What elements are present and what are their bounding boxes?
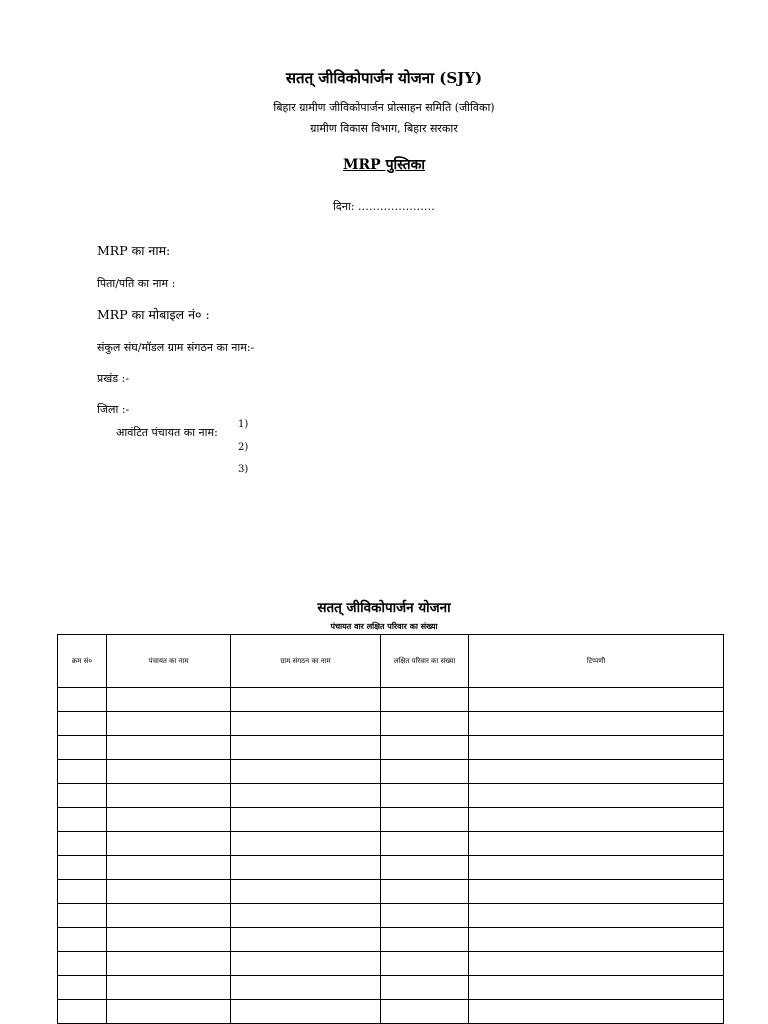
table-cell (231, 928, 381, 952)
table-row (58, 760, 724, 784)
table-row (58, 904, 724, 928)
table-cell (469, 688, 724, 712)
table-cell (381, 712, 469, 736)
table-cell (107, 952, 231, 976)
table-cell (58, 928, 107, 952)
table-cell (231, 808, 381, 832)
table-cell (231, 856, 381, 880)
panchayat-table (57, 634, 724, 1024)
district-label: जिला :- (97, 403, 130, 416)
mrp-mobile-label: MRP का मोबाइल नं० : (97, 307, 210, 322)
table-cell (381, 856, 469, 880)
table-row (58, 928, 724, 952)
table-cell (231, 712, 381, 736)
date-field: दिना: ………………… (333, 200, 435, 213)
table-cell (58, 976, 107, 1000)
father-husband-name-label: पिता/पति का नाम : (97, 277, 176, 290)
table-cell (381, 688, 469, 712)
table-cell (381, 904, 469, 928)
table-cell (381, 952, 469, 976)
table-cell (107, 736, 231, 760)
panchayat-number-1: 1) (238, 419, 249, 430)
table-body (58, 688, 724, 1024)
table-cell (231, 976, 381, 1000)
table-cell (58, 1000, 107, 1024)
table-cell (58, 712, 107, 736)
table-cell (231, 784, 381, 808)
table-cell (58, 832, 107, 856)
table-cell (381, 1000, 469, 1024)
table-cell (231, 760, 381, 784)
table-row (58, 736, 724, 760)
booklet-title: MRP पुस्तिका (343, 157, 425, 173)
block-label: प्रखंड :- (97, 372, 130, 385)
table-cell (381, 808, 469, 832)
header-village-org-name: ग्राम संगठन का नाम (231, 635, 381, 688)
table-cell (58, 808, 107, 832)
table-cell (381, 760, 469, 784)
table-cell (107, 904, 231, 928)
cluster-name-label: संकुल संघ/मॉडल ग्राम संगठन का नाम:- (97, 341, 255, 354)
table-row (58, 712, 724, 736)
table-row (58, 976, 724, 1000)
document-title: सतत् जीविकोपार्जन योजना (SJY) (285, 69, 483, 87)
table-cell (58, 856, 107, 880)
table-cell (107, 712, 231, 736)
table-title: सतत् जीविकोपार्जन योजना (317, 600, 451, 616)
table-cell (107, 688, 231, 712)
table-cell (58, 736, 107, 760)
table-cell (469, 952, 724, 976)
table-row (58, 832, 724, 856)
allotted-panchayat-label: आवंटित पंचायत का नाम: (116, 426, 218, 439)
table-cell (469, 760, 724, 784)
department-name: ग्रामीण विकास विभाग, बिहार सरकार (310, 122, 458, 135)
table-cell (231, 736, 381, 760)
table-row (58, 856, 724, 880)
table-row (58, 784, 724, 808)
table-cell (469, 736, 724, 760)
table-cell (381, 736, 469, 760)
table-row (58, 880, 724, 904)
panchayat-number-2: 2) (238, 442, 249, 453)
table-cell (469, 1000, 724, 1024)
table-row (58, 808, 724, 832)
table-row (58, 688, 724, 712)
table-cell (58, 952, 107, 976)
table-cell (107, 856, 231, 880)
table-row (58, 1000, 724, 1024)
table-cell (469, 832, 724, 856)
table-cell (469, 880, 724, 904)
header-target-family-count: लक्षित परिवार का संख्या (381, 635, 469, 688)
organization-name: बिहार ग्रामीण जीविकोपार्जन प्रोत्साहन समिति (जीविका) (273, 101, 495, 114)
table-cell (58, 880, 107, 904)
table-cell (107, 976, 231, 1000)
table-cell (107, 880, 231, 904)
table-cell (231, 688, 381, 712)
table-cell (107, 832, 231, 856)
header-serial-no: क्रम सं० (58, 635, 107, 688)
header-panchayat-name: पंचायत का नाम (107, 635, 231, 688)
table-cell (469, 712, 724, 736)
panchayat-number-3: 3) (238, 464, 249, 475)
table-cell (231, 952, 381, 976)
mrp-name-label: MRP का नाम: (97, 243, 171, 258)
table-subtitle: पंचायत वार लक्षित परिवार का संख्या (330, 621, 438, 631)
table-cell (107, 784, 231, 808)
table-cell (381, 832, 469, 856)
table-cell (58, 784, 107, 808)
table-cell (58, 760, 107, 784)
table-cell (231, 904, 381, 928)
table-cell (107, 1000, 231, 1024)
table-cell (231, 832, 381, 856)
table-cell (469, 856, 724, 880)
table-cell (469, 784, 724, 808)
table-cell (58, 904, 107, 928)
table-cell (381, 976, 469, 1000)
table-cell (107, 808, 231, 832)
table-cell (469, 904, 724, 928)
header-remarks: टिप्पणी (469, 635, 724, 688)
table-cell (381, 784, 469, 808)
table-cell (58, 688, 107, 712)
table-cell (469, 928, 724, 952)
table-cell (469, 808, 724, 832)
table-cell (381, 880, 469, 904)
table-cell (231, 1000, 381, 1024)
table-cell (107, 760, 231, 784)
table-cell (107, 928, 231, 952)
table-row (58, 952, 724, 976)
table-cell (469, 976, 724, 1000)
table-header-row (58, 635, 724, 688)
table-cell (231, 880, 381, 904)
table-cell (381, 928, 469, 952)
